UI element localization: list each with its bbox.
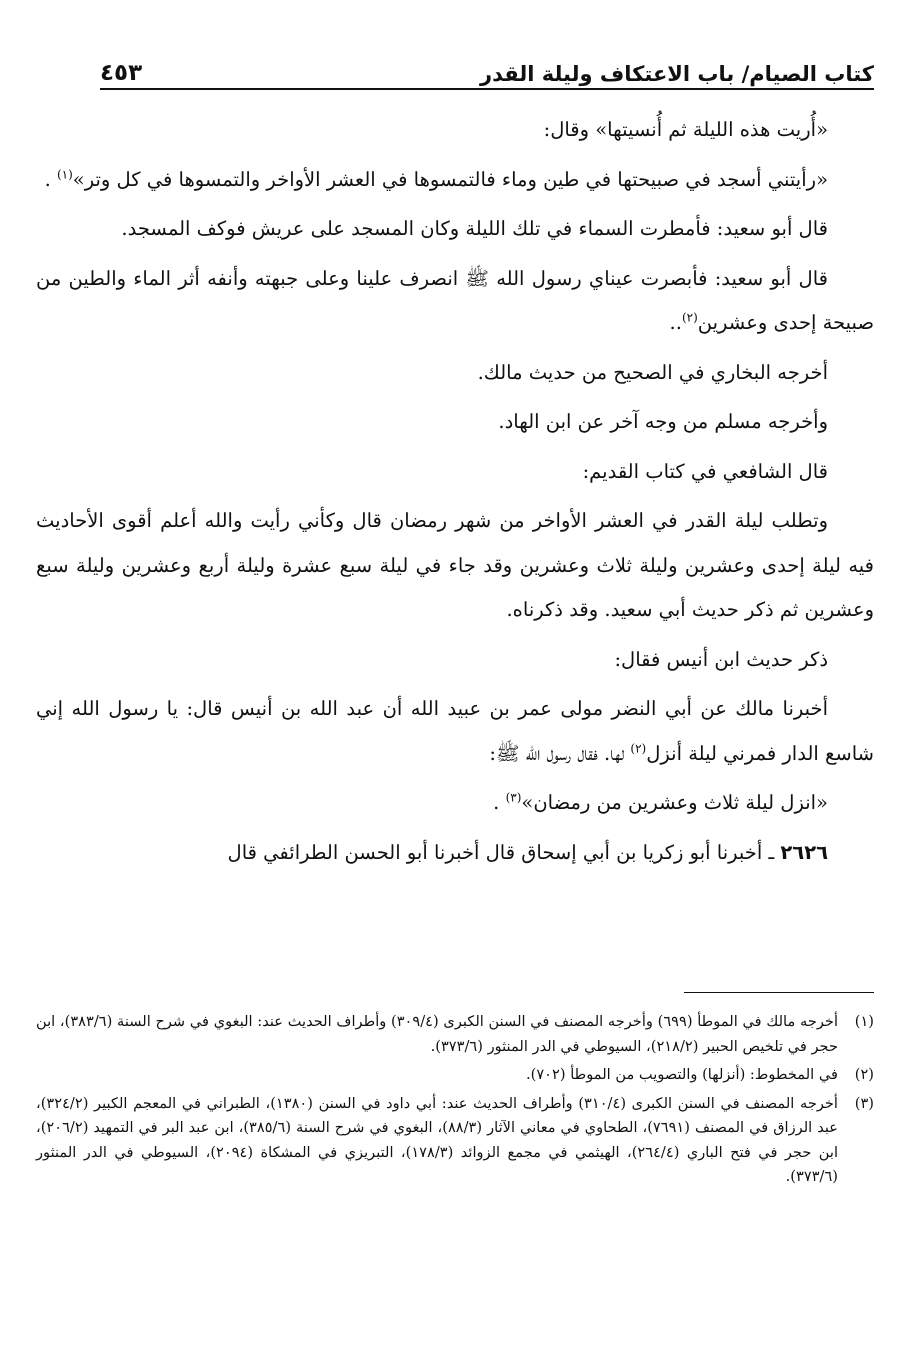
footnote-marker: (٢) (854, 1066, 874, 1083)
paragraph: وتطلب ليلة القدر في العشر الأواخر من شهر رمضان قال وكأني رأيت والله أعلم أقوى الأحاديث فيه ليلة إحدى وعشرين وليلة ثلاث وعشرين وقد جاء في ليلة سبع عشرة وليلة أربع وعشرين وليلة سبع وعشرين ثم ذكر حديث أبي سعيد. وقد ذكرناه. (36, 509, 874, 621)
footnote-ref[interactable]: (٣) (505, 790, 522, 805)
footnote (36, 1010, 874, 1059)
footnote-text: أخرجه مالك في الموطأ (٦٩٩) وأخرجه المصنف في السنن الكبرى (٣٠٩/٤) وأطراف الحديث عند: البغوي في شرح السنة (٣٨٣/٦)، ابن حجر في تلخيص الحبير (٢١٨/٢)، السيوطي في الدر المنثور (٣٧٣/٦). (36, 1013, 838, 1055)
chapter-title: كتاب الصيام/ باب الاعتكاف وليلة القدر (480, 62, 874, 86)
paragraph: «انزل ليلة ثلاث وعشرين من رمضان»$^{(٣)}$ . (493, 790, 828, 814)
page-number: ٤٥٣ (100, 60, 143, 86)
paragraph: أخبرنا مالك عن أبي النضر مولى عمر بن عبيد الله أن عبد الله بن أنيس قال: يا رسول الله إني شاسع الدار فمرني ليلة أنزل$^{(٢)}$ لها. فقال رسول الله ﷺ: (36, 697, 874, 765)
footnote (36, 1092, 874, 1190)
hadith-paragraph: ٢٦٢٦ ـ أخبرنا أبو زكريا بن أبي إسحاق قال أخبرنا أبو الحسن الطرائفي قال (227, 840, 828, 864)
header-divider (100, 88, 874, 90)
footnote-marker: (٣) (854, 1094, 874, 1112)
running-header (100, 46, 874, 86)
paragraph: «أُريت هذه الليلة ثم أُنسيتها» وقال: (543, 118, 828, 141)
paragraph: قال أبو سعيد: فأمطرت السماء في تلك الليلة وكان المسجد على عريش فوكف المسجد. (121, 217, 828, 240)
footnotes (36, 1010, 874, 1194)
main-text (36, 108, 874, 880)
footnote-ref[interactable]: (١) (56, 167, 73, 181)
footnote-ref[interactable]: (٢) (630, 741, 647, 755)
paragraph: «رأيتني أسجد في صبيحتها في طين وماء فالتمسوها في العشر الأواخر والتمسوها في كل وتر»$^{(١)}$ . (44, 167, 828, 191)
paragraph: قال الشافعي في كتاب القديم: (582, 459, 828, 483)
paragraph: ذكر حديث ابن أنيس فقال: (614, 647, 828, 671)
footnote-text: أخرجه المصنف في السنن الكبرى (٣١٠/٤) وأطراف الحديث عند: أبي داود في السنن (١٣٨٠)، الطبراني في المعجم الكبير (٣٢٤/٢)، عبد الرزاق في المصنف (٧٦٩١)، الطحاوي في معاني الآثار (٨٨/٣)، البغوي في شرح السنة (٣٨٥/٦)، ابن عبد البر في التمهيد (٢٠٦/٢)، ابن حجر في فتح الباري (٢٦٤/٤)، الهيثمي في مجمع الزوائد (١٧٨/٣)، التبريزي في المشكاة (٢٠٩٤)، السيوطي في الدر المنثور (٣٧٣/٦). (36, 1094, 838, 1185)
footnote-marker: (١) (854, 1013, 874, 1030)
footnote-divider (684, 992, 874, 993)
paragraph: قال أبو سعيد: فأبصرت عيناي رسول الله ﷺ انصرف علينا وعلى جبهته وأنفه أثر الماء والطين من صبيحة إحدى وعشرين$^{(٢)}$.. (36, 266, 874, 334)
hadith-number: ٢٦٢٦ (780, 840, 828, 864)
footnote (36, 1063, 874, 1088)
paragraph: وأخرجه مسلم من وجه آخر عن ابن الهاد. (498, 410, 828, 433)
footnote-ref[interactable]: (٢) (681, 310, 698, 325)
paragraph: أخرجه البخاري في الصحيح من حديث مالك. (477, 360, 828, 384)
footnote-text: في المخطوط: (أنزلها) والتصويب من الموطأ (٧٠٢). (526, 1066, 838, 1083)
